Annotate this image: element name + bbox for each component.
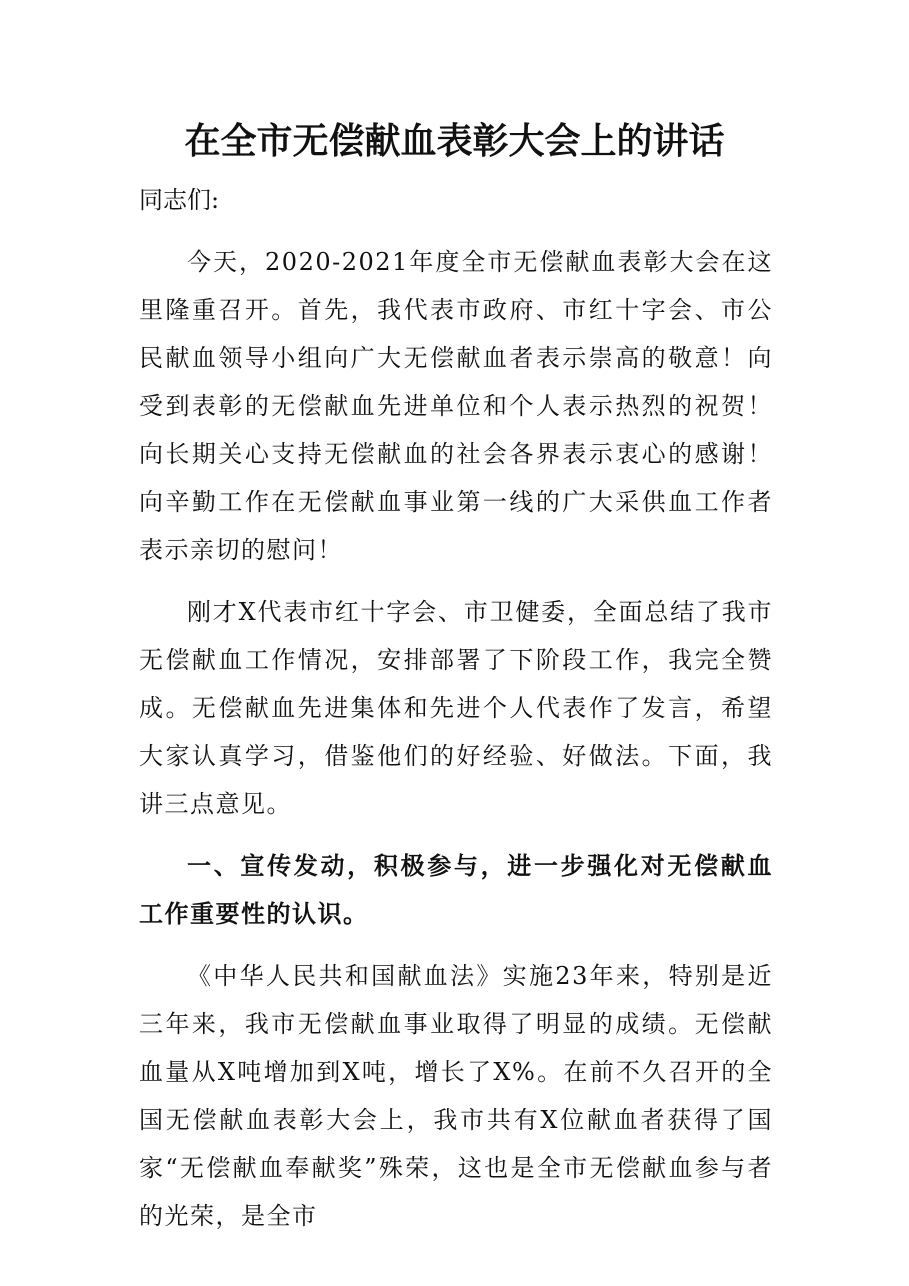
document-body (139, 176, 773, 1254)
section-heading-1: 一、宣传发动，积极参与，进一步强化对无偿献血工作重要性的认识。 (139, 852, 773, 928)
salutation: 同志们: (139, 186, 220, 214)
paragraph-opening: 今天，2020-2021年度全市无偿献血表彰大会在这里隆重召开。首先，我代表市政府、市红十字会、市公民献血领导小组向广大无偿献血者表示崇高的敬意！向受到表彰的无偿献血先进单位和个人表示热烈的祝贺！向长期关心支持无偿献血的社会各界表示衷心的感谢！向辛勤工作在无偿献血事业第一线的广大采供血工作者表示亲切的慰问！ (139, 248, 773, 564)
document-title: 在全市无偿献血表彰大会上的讲话 (184, 120, 725, 162)
paragraph-summary: 刚才X代表市红十字会、市卫健委，全面总结了我市无偿献血工作情况，安排部署了下阶段工作，我完全赞成。无偿献血先进集体和先进个人代表作了发言，希望大家认真学习，借鉴他们的好经验、好做法。下面，我讲三点意见。 (139, 598, 773, 818)
section-1-paragraph: 《中华人民共和国献血法》实施23年来，特别是近三年来，我市无偿献血事业取得了明显的成绩。无偿献血量从X吨增加到X吨，增长了X%。在前不久召开的全国无偿献血表彰大会上，我市共有X位献血者获得了国家“无偿献血奉献奖”殊荣，这也是全市无偿献血参与者的光荣，是全市 (139, 962, 773, 1230)
